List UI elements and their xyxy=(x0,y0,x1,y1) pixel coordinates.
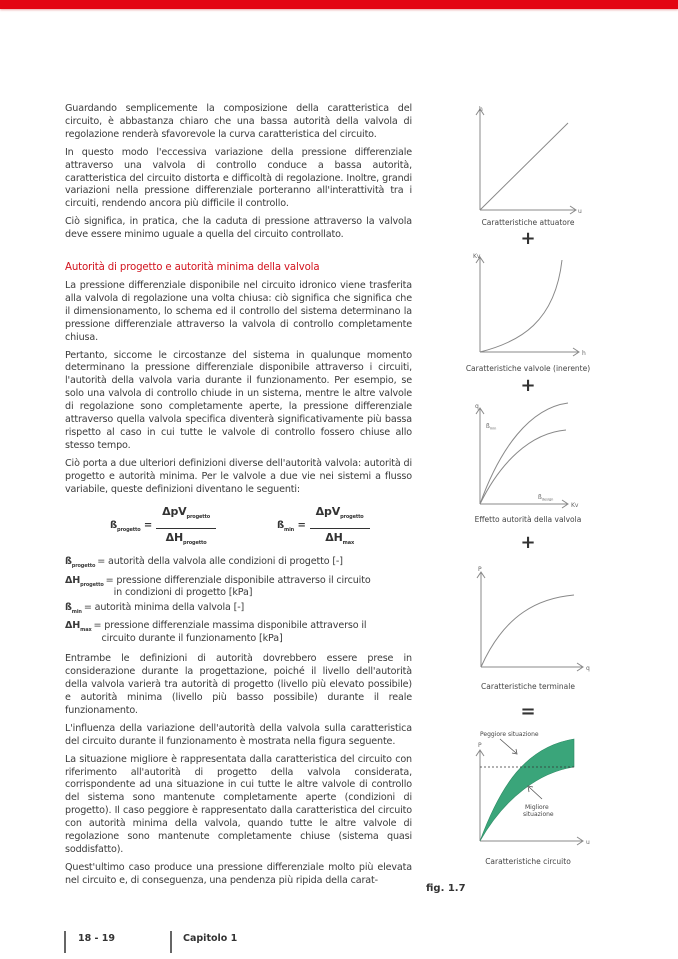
figure-label: fig. 1.7 xyxy=(426,883,466,894)
plus-operator: + xyxy=(520,375,536,396)
chart-authority-effect xyxy=(470,398,595,510)
formulas xyxy=(65,506,412,546)
x-axis-label: u xyxy=(578,208,582,215)
y-axis-label: Kv xyxy=(473,253,481,260)
caption-terminal: Caratteristiche terminale xyxy=(481,682,575,691)
curve-beta-design xyxy=(480,430,566,504)
paragraph: Ciò porta a due ulteriori definizioni diverse dell'autorità valvola: autorità di progetto e autorità minima. Per le valvole a due vie nei sistemi a flusso variabile, queste definizioni diventano le seguenti: xyxy=(65,457,412,495)
best-situation-label-line2: situazione xyxy=(523,811,554,818)
chart-valve-inherent xyxy=(470,252,595,357)
top-accent-bar xyxy=(0,0,678,9)
curve-label-beta-min: $ß_{min}$ xyxy=(486,423,497,431)
plus-operator: + xyxy=(520,228,536,249)
x-axis-label: Kv xyxy=(571,502,579,509)
y-axis-label: P xyxy=(478,742,482,749)
x-axis-label: q xyxy=(586,665,590,672)
paragraph: La pressione differenziale disponibile nel circuito idronico viene trasferita alla valvola di regolazione una volta chiusa: ciò significa che significa che il dimensionamento, lo schema ed il controllo del sistema determinano la pressione differenziale attraverso la valvola di controllo completamente chiusa. xyxy=(65,279,412,343)
paragraph: Ciò significa, in pratica, che la caduta di pressione attraverso la valvola deve essere minimo uguale a quella del circuito controllato. xyxy=(65,216,412,241)
chart-terminal xyxy=(470,563,595,673)
definition: $ß_{progetto}$ = autorità della valvola alle condizioni di progetto [-] xyxy=(65,556,343,570)
numerator: ΔpV$_{progetto}$ xyxy=(310,506,370,528)
paragraph: Pertanto, siccome le circostanze del sistema in qualunque momento determinano la pressione differenziale disponibile attraverso i circuiti, l'autorità della valvola varia durante il funzionamento. Per esempio, se solo una valvola di controllo chiude in un sistema, mentre le altre valvole di regolazione sono completamente aperte, la pressione differenziale attraverso quella valvola specifica diventerà significativamente più bassa rispetto al caso in cui tutte le valvole di controllo fossero chiuse allo stesso tempo. xyxy=(65,349,412,451)
formula-lhs: $ß_{progetto}$ = xyxy=(110,519,153,533)
curve-linear xyxy=(480,123,568,210)
denominator: $\Delta H_{max}$ xyxy=(325,530,355,546)
caption-actuator: Caratteristiche attuatore xyxy=(481,218,575,227)
y-axis-label: h xyxy=(479,106,483,113)
definitions-list xyxy=(65,556,412,645)
chart-circuit xyxy=(470,727,600,852)
best-situation-label-line1: Migliore xyxy=(525,804,549,811)
fraction xyxy=(156,506,216,549)
worst-arrow xyxy=(500,739,516,753)
x-axis-label: u xyxy=(586,839,590,846)
best-arrowhead xyxy=(528,786,533,792)
footer-divider xyxy=(170,931,172,953)
worst-situation-label: Peggiore situazione xyxy=(480,731,539,738)
curve-terminal xyxy=(481,595,574,667)
formula-authority-design xyxy=(110,506,216,549)
operating-band xyxy=(480,739,574,841)
paragraph: Entrambe le definizioni di autorità dovrebbero essere prese in considerazione durante la progettazione, poiché il livello dell'autorità della valvola varierà tra autorità di progetto (livello più elevato possibile) e autorità minima (livello più basso possibile) durante il reale funzionamento. xyxy=(65,653,412,716)
fraction xyxy=(310,506,370,549)
definition: $ß_{min}$ = autorità minima della valvola [-] xyxy=(65,601,245,615)
caption-valve-inherent: Caratteristiche valvole (inerente) xyxy=(465,364,591,373)
chart-actuator xyxy=(470,105,590,215)
section-title: Autorità di progetto e autorità minima della valvola xyxy=(65,262,320,274)
paragraph: L'influenza della variazione dell'autorità della valvola sulla caratteristica del circuito durante il funzionamento è mostrata nella figura seguente. xyxy=(65,722,412,747)
definition: $\Delta H_{max}$ = pressione differenziale massima disponibile attraverso il circuito durante il funzionamento [kPa] xyxy=(65,620,367,644)
text-column xyxy=(65,103,412,893)
paragraph: Quest'ultimo caso produce una pressione differenziale molto più elevata nel circuito e, di conseguenza, una pendenza più ripida della carat- xyxy=(65,861,412,886)
curve-beta-min xyxy=(480,403,568,504)
definition: $\Delta H_{progetto}$ = pressione differenziale disponibile attraverso il circuito in condizioni di progetto [kPa] xyxy=(65,574,371,599)
footer-divider xyxy=(64,931,66,953)
paragraph: In questo modo l'eccessiva variazione della pressione differenziale attraverso una valvola di controllo conduce a bassa autorità, caratteristica del circuito distorta e difficoltà di regolazione. Inoltre, grandi variazioni nella pressione differenziale porteranno all'interattività tra i circuiti, rendendo ancora più difficile il controllo. xyxy=(65,146,412,210)
paragraph: La situazione migliore è rappresentata dalla caratteristica del circuito con riferimento all'autorità di progetto della valvola considerata, corrispondente ad una situazione in cui tutte le altre valvole di controllo del sistema sono mantenute completamente aperte (condizioni di progetto). Il caso peggiore è rappresentato dalla caratteristica del circuito con autorità minima della valvola, quando tutte le altre valvole di regolazione sono mantenute completamente chiuse (sistema quasi soddisfatto). xyxy=(65,753,412,855)
y-axis-label: P xyxy=(478,566,482,573)
paragraph: Guardando semplicemente la composizione della caratteristica del circuito, è abbastanza chiaro che una bassa autorità della valvola di regolazione renderà sfavorevole la curva caratteristica del circuito. xyxy=(65,103,412,140)
x-axis-label: h xyxy=(582,350,586,357)
y-axis-label: q xyxy=(475,403,479,410)
chapter-label: Capitolo 1 xyxy=(183,933,238,944)
caption-authority-effect: Effetto autorità della valvola xyxy=(474,515,582,524)
formula-authority-min xyxy=(277,506,370,549)
caption-circuit: Caratteristiche circuito xyxy=(485,857,571,866)
page-numbers: 18 - 19 xyxy=(78,933,115,944)
denominator: $\Delta H_{progetto}$ xyxy=(165,530,207,546)
best-arrow xyxy=(529,787,542,799)
formula-lhs: $ß_{min}$ = xyxy=(277,519,306,533)
equals-operator: = xyxy=(520,701,536,722)
plus-operator: + xyxy=(520,532,536,553)
numerator: ΔpV$_{progetto}$ xyxy=(156,506,216,528)
curve-equal-percentage xyxy=(480,260,562,352)
curve-label-beta-design: $ß_{design}$ xyxy=(538,494,554,502)
